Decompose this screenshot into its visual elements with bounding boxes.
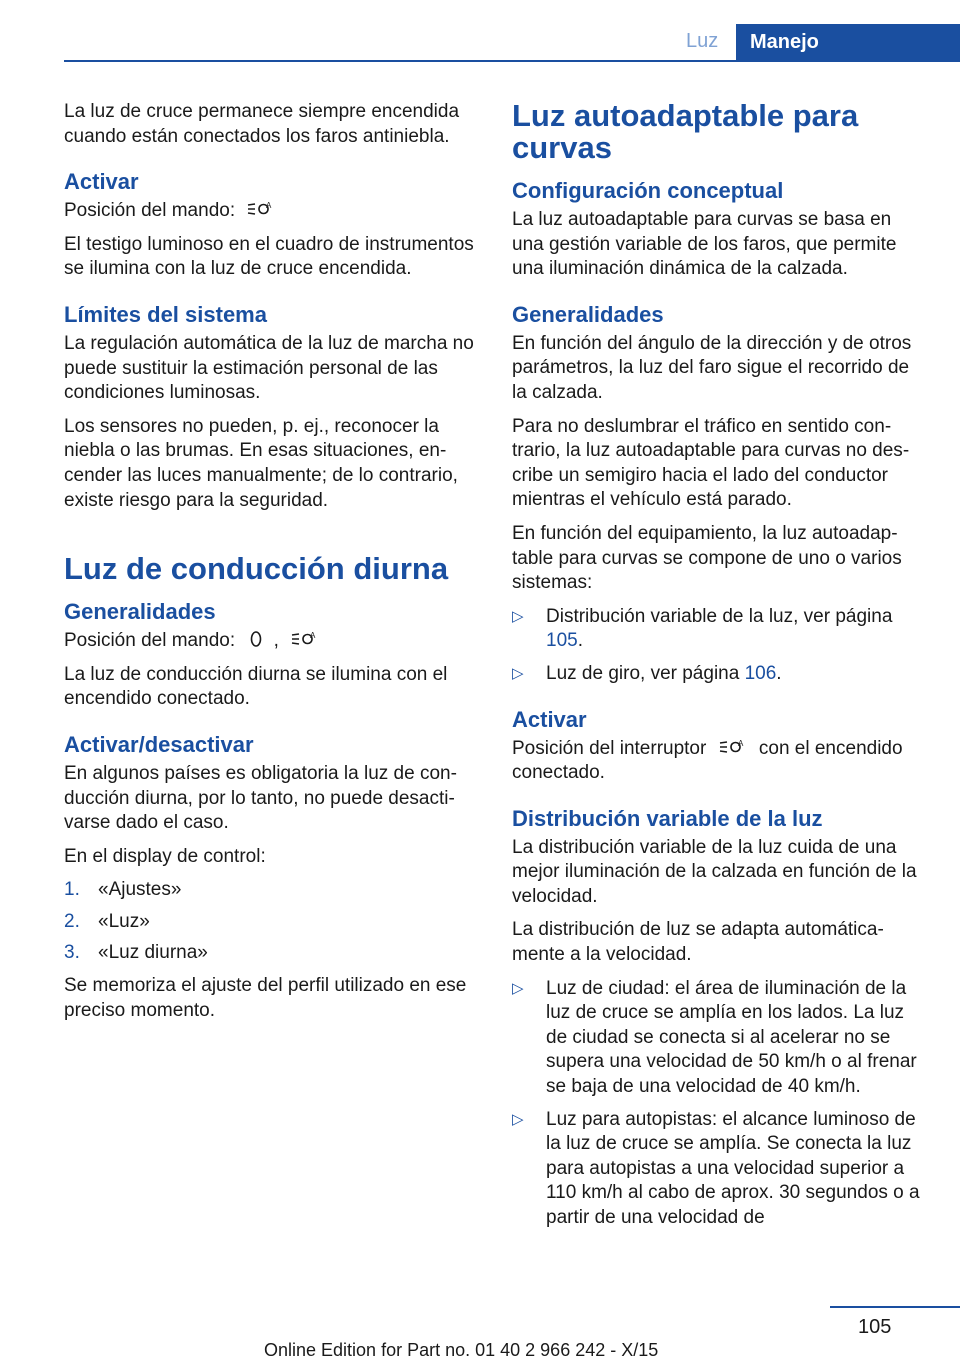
paragraph: En función del ángulo de la dirección y de otros parámetros, la luz del faro sigue el recorrido de la calzada. [512,332,912,403]
paragraph [64,629,480,654]
list-item-text [546,662,782,687]
header-rule [64,60,960,62]
heading-generalidades: Generalidades [64,599,216,625]
text: . [577,630,583,652]
list-item [64,910,480,935]
low-beam-auto-icon [718,737,748,757]
svg-text:A: A [737,738,743,748]
paragraph: El testigo luminoso en el cuadro de instrumentos se ilumina con la luz de cruce encendida. [64,233,474,280]
list-item-text: Luz de ciudad: el área de iluminación de la luz de cruce se amplía en los lados. La luz de ciudad se conecta si al acelerar no se supera una velocidad de 50 km/h o al frenar se baja de una velocidad de 40 km/h. [546,977,917,1098]
light-modes-list [512,977,928,1231]
left-column [64,100,480,1032]
paragraph: La distribución de luz se adapta automáticamente a la velocidad. [512,919,884,966]
step-number: 1. [64,879,80,901]
step-text: «Luz diurna» [98,942,208,964]
heading-luz-diurna: Luz de conducción diurna [64,551,449,587]
paragraph: Los sensores no pueden, p. ej., reconocer la niebla o las brumas. En esas situaciones, encender las luces manualmente; de lo contrario, existe riesgo para la seguridad. [64,415,458,511]
list-item [512,605,928,654]
triangle-bullet-icon: ▷ [512,607,524,625]
low-beam-auto-icon [246,199,276,219]
svg-text:A: A [266,201,272,211]
paragraph: En función del equipamiento, la luz autoadaptable para curvas se compone de uno o varios sistemas: [512,522,902,594]
systems-list [512,605,928,687]
text: , [273,630,279,652]
heading-activar: Activar [512,706,587,732]
paragraph [512,737,928,786]
right-column [512,100,928,1239]
text: Luz de giro, ver página [546,662,740,684]
page-number: 105 [858,1316,892,1338]
step-number: 3. [64,942,80,964]
list-item [64,941,480,966]
list-item-text: Luz para autopistas: el alcance luminoso de la luz de cruce se amplía. Se conecta la luz para autopistas a una velocidad superior a 110 km/h al cabo de aprox. 30 segundos o a partir de una velocidad de [546,1108,920,1228]
heading-generalidades: Generalidades [512,301,664,327]
step-text: «Ajustes» [98,879,182,901]
text: Distribución variable de la luz, ver página [546,605,893,627]
paragraph [64,199,480,224]
paragraph: La luz autoadaptable para curvas se basa en una gestión variable de los faros, que permite una iluminación dinámica de la calzada. [512,209,897,280]
page-link-106[interactable]: 106 [744,662,777,684]
header-chapter-tab: Manejo [736,24,960,61]
list-item [512,977,928,1100]
heading-limites: Límites del sistema [64,301,267,327]
lights-off-icon [246,629,266,649]
list-item [64,878,480,903]
footer-edition: Online Edition for Part no. 01 40 2 966 242 - X/15 [264,1340,659,1360]
paragraph: Para no deslumbrar el tráfico en sentido contrario, la luz autoadaptable para curvas no describe un semigiro hacia el lado del conductor mientras el vehículo está parado. [512,415,910,511]
paragraph: Se memoriza el ajuste del perfil utilizado en ese preciso momento. [64,975,467,1021]
page-link-105[interactable]: 105 [546,630,578,652]
heading-distribucion: Distribución variable de la luz [512,805,823,831]
paragraph: La luz de conducción diurna se ilumina con el encendido conectado. [64,663,448,710]
heading-configuracion: Configuración conceptual [512,178,784,203]
triangle-bullet-icon: ▷ [512,1110,524,1128]
footer-rule [830,1306,960,1308]
paragraph: En algunos países es obligatoria la luz de conducción diurna, por lo tanto, no puede desactivarse dado el caso. [64,762,457,834]
paragraph: La luz de cruce permanece siempre encendida cuando están conectados los faros antiniebla. [64,101,460,147]
triangle-bullet-icon: ▷ [512,664,524,682]
text: . [776,662,782,684]
list-item [512,662,928,687]
heading-activar: Activar [64,169,139,195]
paragraph: En el display de control: [64,845,266,867]
step-text: «Luz» [98,910,150,932]
step-number: 2. [64,910,80,932]
steps-list [64,878,480,966]
text: Posición del interruptor [512,737,707,759]
text: Posición del mando: [64,200,236,222]
triangle-bullet-icon: ▷ [512,979,524,997]
heading-activar-desactivar: Activar/desactivar [64,731,254,757]
header-section-label: Luz [686,30,719,52]
paragraph: La distribución variable de la luz cuida de una mejor iluminación de la calzada en función de la velocidad. [512,836,917,907]
list-item [512,1108,928,1231]
text: Posición del mando: [64,630,236,652]
list-item-text [546,605,928,654]
low-beam-auto-icon [290,629,320,649]
svg-text:A: A [310,631,316,641]
text: con el encendido conectado. [512,737,903,784]
paragraph: La regulación automática de la luz de marcha no puede sustituir la estimación personal de las condiciones luminosas. [64,332,474,404]
heading-luz-autoadaptable: Luz autoadaptable para curvas [512,98,859,165]
